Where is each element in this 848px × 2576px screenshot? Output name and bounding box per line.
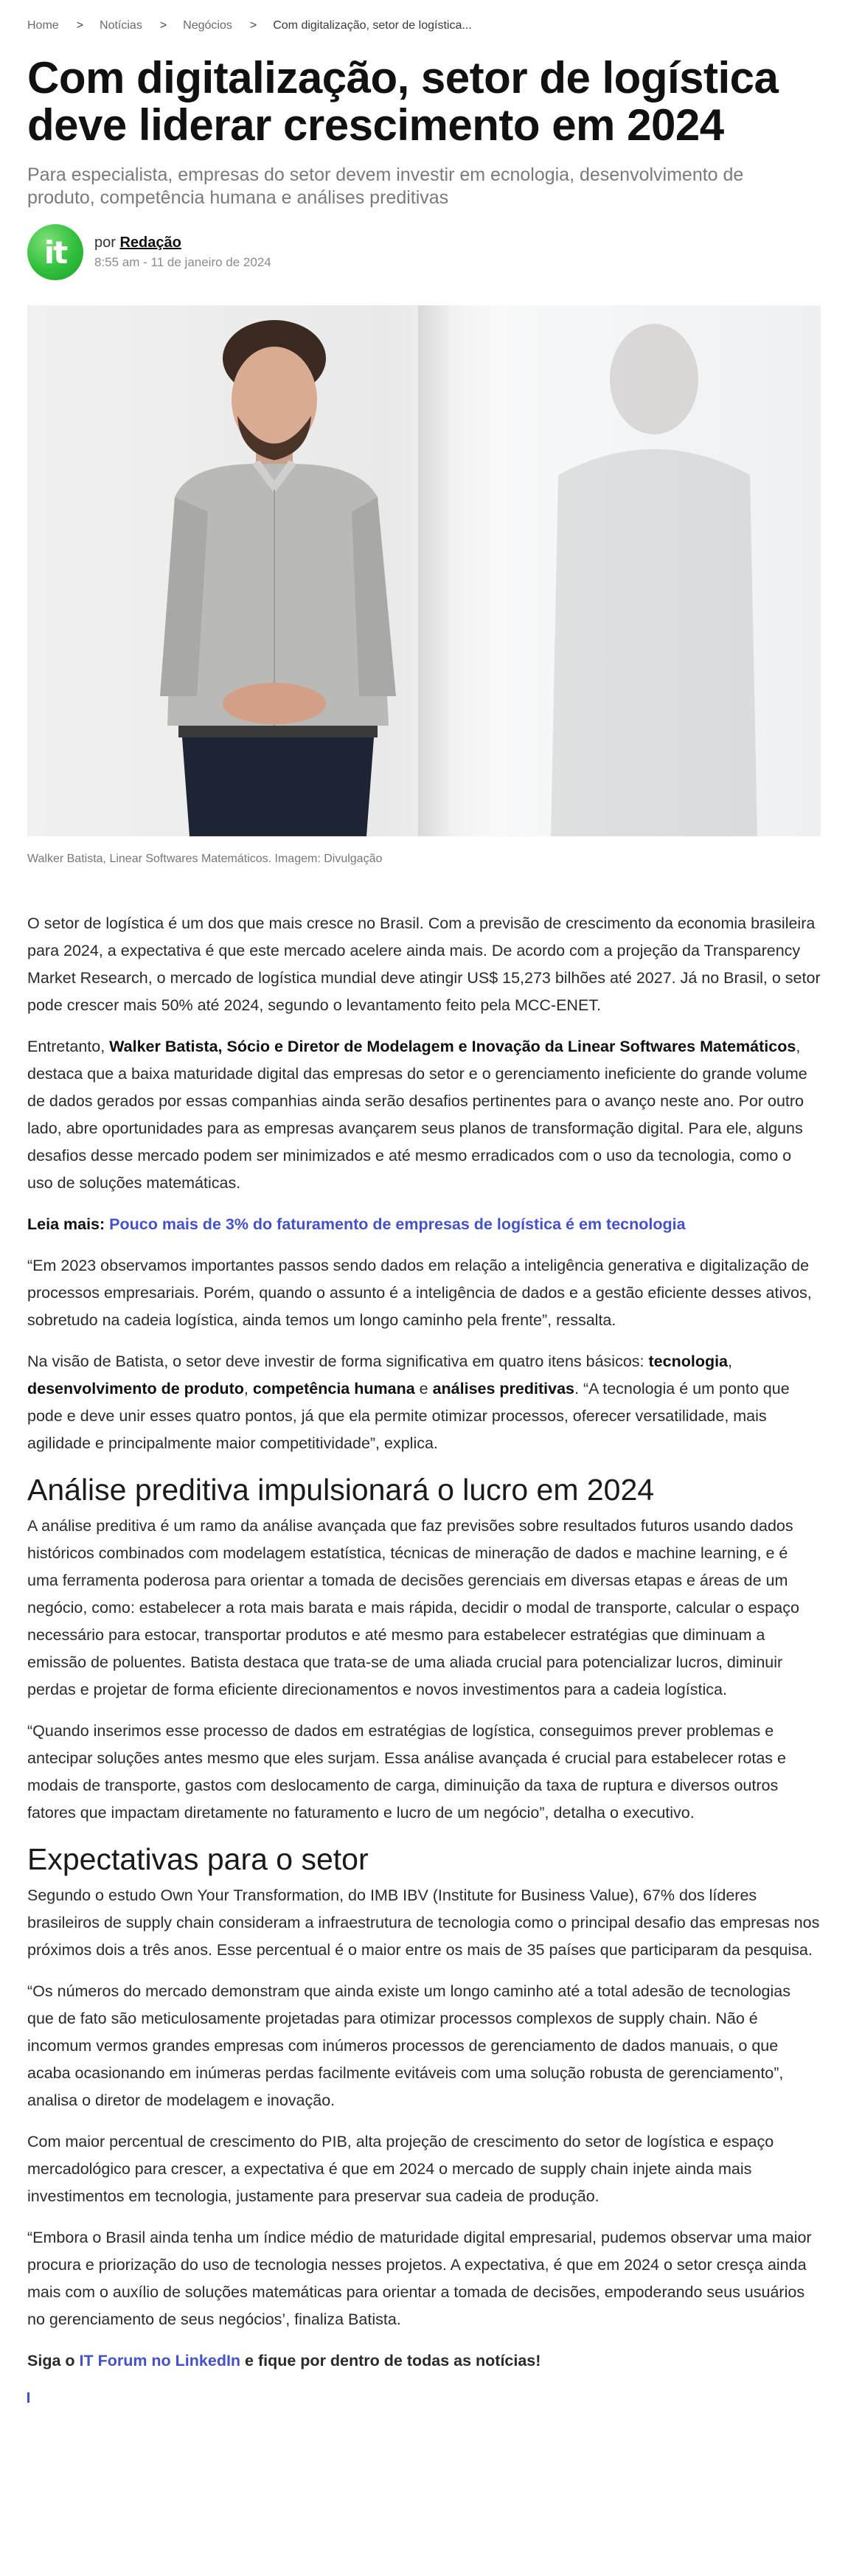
- text-span: . “A tecnologia é um ponto que pode e deve unir esses quatro pontos, já que ela permite otimizar processos, oferecer versatilidade, mais agilidade e principalmente maior competitividade”, explica.: [27, 1380, 790, 1452]
- article-subtitle: Para especialista, empresas do setor devem investir em ecnologia, desenvolvimento de produto, competência humana e análises preditivas: [27, 164, 744, 208]
- breadcrumb: [27, 0, 821, 35]
- author-info: [94, 235, 271, 270]
- author-line: [94, 235, 271, 251]
- text-span: , destaca que a baixa maturidade digital das empresas do setor e o gerenciamento ineficiente do grande volume de dados gerados por essas companhias ainda serão desafios pertinentes para o avanço neste ano. Por outro lado, abre oportunidades para as empresas avançarem seus planos de transformação digital. Para ele, alguns desafios desse mercado podem ser minimizados e até mesmo erradicados com o uso da tecnologia, como o uso de soluções matemáticas.: [27, 1038, 807, 1192]
- highlighted-text: tecnologia: [648, 1353, 729, 1370]
- author-avatar[interactable]: it: [27, 224, 83, 280]
- text-span: Na visão de Batista, o setor deve investir de forma significativa em quatro itens básicos:: [27, 1353, 649, 1370]
- section-heading: Análise preditiva impulsionará o lucro em 2024: [27, 1473, 655, 1507]
- text-span: e fique por dentro de todas as notícias!: [240, 2352, 541, 2370]
- paragraph: A análise preditiva é um ramo da análise avançada que faz previsões sobre resultados futuros usando dados históricos combinados com modelagem estatística, técnicas de mineração de dados e machine learning, e é uma ferramenta poderosa para orientar a tomada de decisões gerenciais em diversas etapas e áreas de um negócio, como: estabelecer a rota mais barata e mais rápida, decidir o modal de transporte, calcular o espaço necessário para estocar, transportar produtos e até mesmo para estabelecer estratégias que diminuam a emissão de poluentes. Batista destaca que trata-se de uma aliada crucial para potencializar lucros, diminuir perdas e projetar de forma eficiente direcionamentos e novos investimentos para a cadeia logística.: [27, 1517, 799, 1698]
- paragraph: [27, 1348, 821, 1457]
- breadcrumb-business[interactable]: Negócios: [183, 19, 232, 32]
- hero-person-illustration: [145, 313, 411, 836]
- paragraph: [27, 1033, 821, 1197]
- breadcrumb-home[interactable]: Home: [27, 19, 59, 32]
- paragraph: Segundo o estudo Own Your Transformation, do IMB IBV (Institute for Business Value), 67% dos líderes brasileiros de supply chain consideram a infraestrutura de tecnologia como o principal desafio das empresas nos próximos dois a três anos. Esse percentual é o maior entre os mais de 35 países que participaram da pesquisa.: [27, 1886, 820, 1959]
- linkedin-link[interactable]: IT Forum no LinkedIn: [79, 2352, 241, 2370]
- read-more-label: Leia mais:: [27, 1215, 105, 1233]
- hero-reflection: [543, 313, 765, 836]
- follow-cta: [27, 2347, 821, 2375]
- hero-pillar: [418, 305, 507, 836]
- paragraph: “Quando inserimos esse processo de dados em estratégias de logística, conseguimos prever problemas e antecipar soluções antes mesmo que eles surjam. Essa análise avançada é crucial para estabelecer rotas e modais de transporte, gastos com deslocamento de carga, diminuição da taxa de ruptura e diversos outros fatores que impactam diretamente no faturamento e lucro de um negócio”, detalha o executivo.: [27, 1722, 786, 1822]
- publish-date: 8:55 am - 11 de janeiro de 2024: [94, 255, 271, 269]
- article-end-marker: [27, 2392, 29, 2403]
- image-caption: Walker Batista, Linear Softwares Matemáticos. Imagem: Divulgação: [27, 853, 383, 865]
- breadcrumb-separator: >: [159, 19, 167, 32]
- text-span: ,: [243, 1380, 253, 1398]
- read-more-link[interactable]: Pouco mais de 3% do faturamento de empresas de logística é em tecnologia: [109, 1215, 686, 1233]
- highlighted-text: desenvolvimento de produto: [27, 1380, 244, 1398]
- author-prefix: por: [94, 235, 116, 251]
- article-title: Com digitalização, setor de logística deve liderar crescimento em 2024: [27, 53, 779, 150]
- paragraph: “Os números do mercado demonstram que ainda existe um longo caminho até a total adesão de tecnologias que de fato são meticulosamente projetadas para otimizar processos complexos de supply chain. Não é incomum vermos grandes empresas com inúmeros processos de gerenciamento de dados manuais, o que acaba ocasionando em inúmeras perdas facilmente evitáveis com uma solução robusta de gerenciamento”, analisa o diretor de modelagem e inovação.: [27, 1982, 790, 2109]
- text-span: e: [414, 1380, 433, 1398]
- highlighted-text: análises preditivas: [432, 1380, 574, 1398]
- text-span: ,: [728, 1353, 732, 1370]
- breadcrumb-separator: >: [249, 19, 257, 32]
- article-body: [27, 910, 821, 2403]
- paragraph: “Embora o Brasil ainda tenha um índice médio de maturidade digital empresarial, pudemos observar uma maior procura e priorização do uso de tecnologia nesses projetos. A expectativa, é que em 2024 o setor cresça ainda mais com o auxílio de soluções matemáticas para orientar a tomada de decisões, empoderando seus usuários no gerenciamento de seus negócios’, finaliza Batista.: [27, 2229, 812, 2328]
- text-span: Entretanto,: [27, 1038, 110, 1055]
- paragraph: “Em 2023 observamos importantes passos sendo dados em relação a inteligência generativa e digitalização de processos empresariais. Porém, quando o assunto é a inteligência de dados e a gestão eficiente desses ativos, sobretudo na cadeia logística, ainda temos um longo caminho pela frente”, ressalta.: [27, 1257, 812, 1329]
- highlighted-text: competência humana: [252, 1380, 415, 1398]
- author-name-link[interactable]: Redação: [119, 235, 181, 251]
- breadcrumb-current: Com digitalização, setor de logística...: [273, 19, 472, 32]
- breadcrumb-news[interactable]: Notícias: [100, 19, 142, 32]
- breadcrumb-separator: >: [76, 19, 84, 32]
- highlighted-text: Walker Batista, Sócio e Diretor de Modelagem e Inovação da Linear Softwares Matemáticos: [109, 1038, 796, 1055]
- read-more: [27, 1211, 821, 1238]
- text-span: Siga o: [27, 2352, 80, 2370]
- paragraph: O setor de logística é um dos que mais cresce no Brasil. Com a previsão de crescimento da economia brasileira para 2024, a expectativa é que este mercado acelere ainda mais. De acordo com a projeção da Transparency Market Research, o mercado de logística mundial deve atingir US$ 15,273 bilhões até 2027. Já no Brasil, o setor pode crescer mais 50% até 2024, segundo o levantamento feito pela MCC-ENET.: [27, 914, 821, 1014]
- paragraph: Com maior percentual de crescimento do PIB, alta projeção de crescimento do setor de logística e espaço mercadológico para crescer, a expectativa é que em 2024 o mercado de supply chain injete ainda mais investimentos em tecnologia, justamente para preservar sua cadeia de produção.: [27, 2133, 774, 2205]
- author-block: [27, 223, 821, 282]
- hero-image: [27, 305, 821, 836]
- section-heading: Expectativas para o setor: [27, 1842, 369, 1876]
